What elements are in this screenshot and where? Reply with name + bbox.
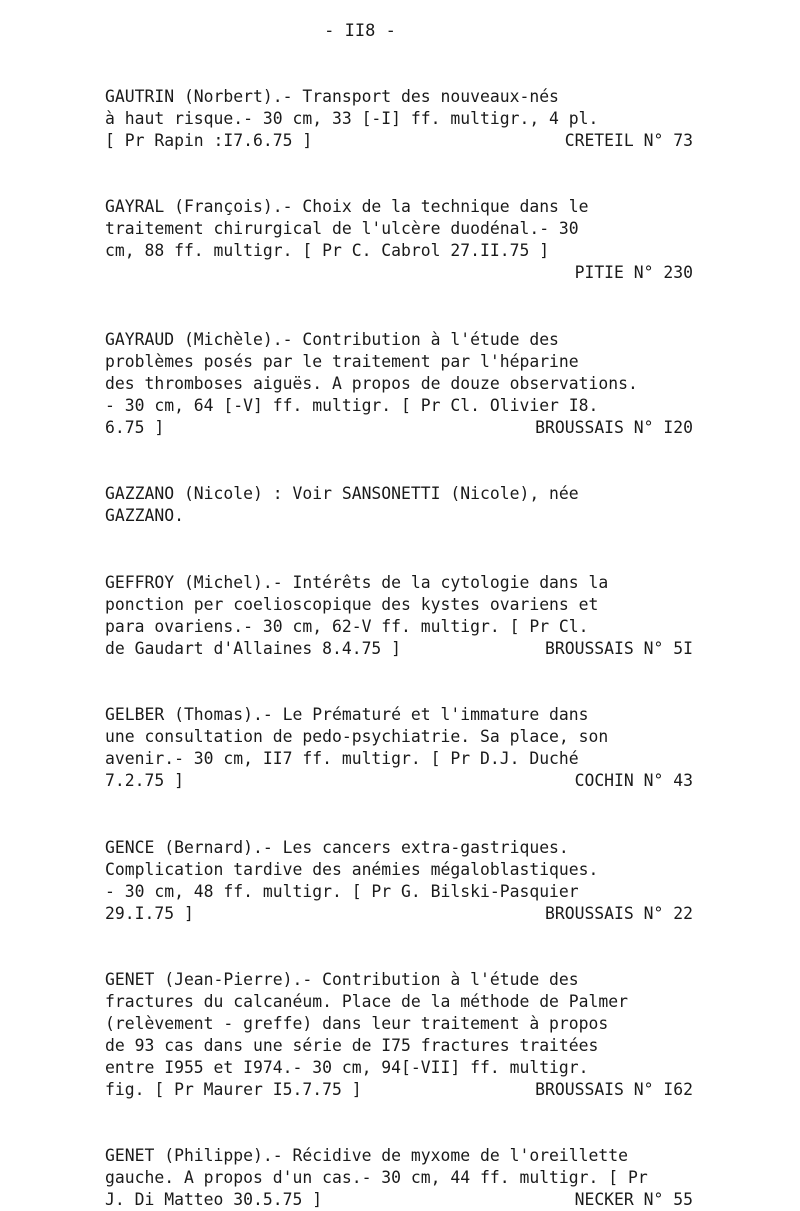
entry-line: GAZZANO. [105,506,184,525]
entry-location: COCHIN N° 43 [574,771,693,790]
entry-line: fractures du calcanéum. Place de la méthode de Palmer [105,992,629,1011]
entry-citation: J. Di Matteo 30.5.75 ] [105,1190,323,1209]
entry-final-line [105,638,693,660]
entry-line: gauche. A propos d'un cas.- 30 cm, 44 ff. multigr. [ Pr [105,1168,648,1187]
list-item [105,969,705,1101]
entry-line: para ovariens.- 30 cm, 62-V ff. multigr. [ Pr Cl. [105,617,589,636]
entry-line: traitement chirurgical de l'ulcère duodénal.- 30 [105,219,579,238]
entry-location: BROUSSAIS N° 5I [544,639,693,658]
entry-line: - 30 cm, 64 [-V] ff. multigr. [ Pr Cl. Olivier I8. [105,396,599,415]
entry-line: entre I955 et I974.- 30 cm, 94[-VII] ff. multigr. [105,1058,589,1077]
entry-location: BROUSSAIS N° 22 [544,904,693,923]
list-item [105,1145,705,1211]
entry-line: - 30 cm, 48 ff. multigr. [ Pr G. Bilski-Pasquier [105,882,579,901]
entry-line: GAYRAL (François).- Choix de la technique dans le [105,197,589,216]
list-item [105,704,705,792]
entry-citation: [ Pr Rapin :I7.6.75 ] [105,131,313,150]
entry-line: Complication tardive des anémies mégaloblastiques. [105,860,599,879]
entry-line: ponction per coelioscopique des kystes ovariens et [105,595,599,614]
list-item [105,483,705,527]
entry-line: GAYRAUD (Michèle).- Contribution à l'étude des [105,330,559,349]
entry-line: GENET (Jean-Pierre).- Contribution à l'étude des [105,970,579,989]
entry-final-line [105,1189,693,1211]
entry-location: BROUSSAIS N° I62 [535,1080,693,1099]
entry-line: GEFFROY (Michel).- Intérêts de la cytologie dans la [105,573,609,592]
entry-location: CRETEIL N° 73 [564,131,693,150]
entry-line: des thromboses aiguës. A propos de douze observations. [105,374,638,393]
list-item [105,86,705,152]
entry-line: GENCE (Bernard).- Les cancers extra-gastriques. [105,838,569,857]
entry-citation: de Gaudart d'Allaines 8.4.75 ] [105,639,402,658]
entry-citation: fig. [ Pr Maurer I5.7.75 ] [105,1080,362,1099]
entry-citation: 7.2.75 ] [105,771,184,790]
list-item [105,196,705,284]
entry-line: GENET (Philippe).- Récidive de myxome de l'oreillette [105,1146,629,1165]
entry-final-line [105,417,693,439]
entry-line: GAUTRIN (Norbert).- Transport des nouveaux-nés [105,87,559,106]
entry-citation: 29.I.75 ] [105,904,194,923]
entry-line: GELBER (Thomas).- Le Prématuré et l'immature dans [105,705,589,724]
entry-line: problèmes posés par le traitement par l'héparine [105,352,579,371]
entry-line: de 93 cas dans une série de I75 fractures traitées [105,1036,599,1055]
entry-line: une consultation de pedo-psychiatrie. Sa place, son [105,727,609,746]
entry-final-line [105,130,693,152]
entry-location: BROUSSAIS N° I20 [535,418,693,437]
list-item [105,837,705,925]
entry-location: PITIE N° 230 [574,263,693,282]
list-item [105,572,705,660]
thesis-list [105,86,705,1211]
entry-final-line [105,1079,693,1101]
entry-final-line [105,262,693,284]
entry-final-line [105,770,693,792]
entry-line: (relèvement - greffe) dans leur traitement à propos [105,1014,609,1033]
entry-line: GAZZANO (Nicole) : Voir SANSONETTI (Nicole), née [105,484,579,503]
entry-line: cm, 88 ff. multigr. [ Pr C. Cabrol 27.II.75 ] [105,241,550,260]
page-number: - II8 - [324,21,396,41]
entry-location: NECKER N° 55 [574,1190,693,1209]
list-item [105,329,705,439]
entry-line: à haut risque.- 30 cm, 33 [-I] ff. multigr., 4 pl. [105,109,599,128]
entry-citation: 6.75 ] [105,418,165,437]
entry-line: avenir.- 30 cm, II7 ff. multigr. [ Pr D.J. Duché [105,749,579,768]
entry-final-line [105,903,693,925]
